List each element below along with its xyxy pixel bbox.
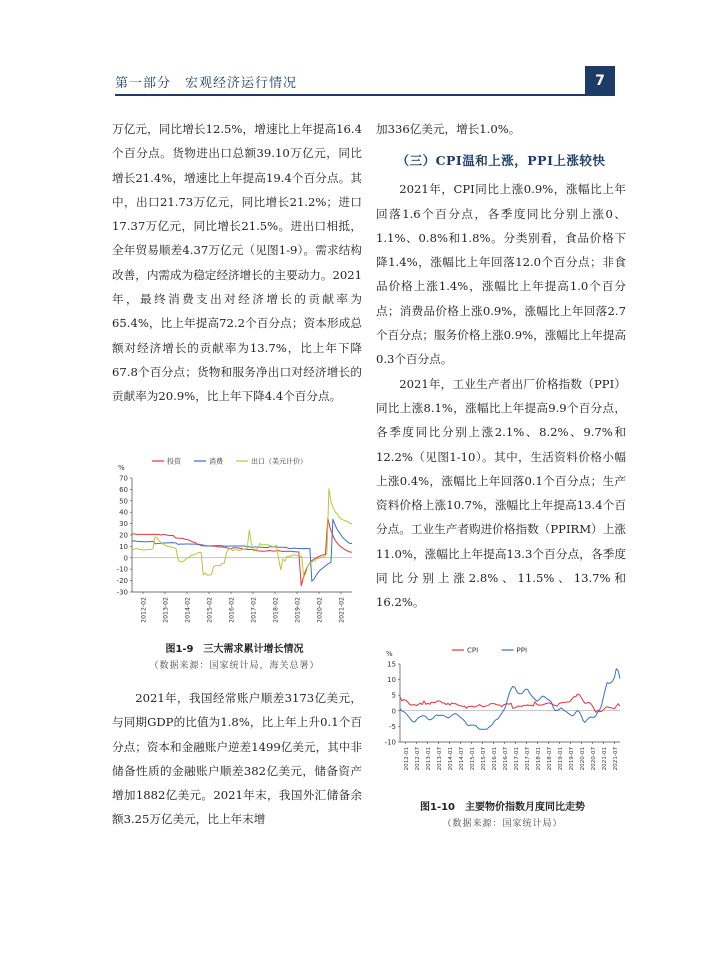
y-tick-label: 20 <box>119 531 128 540</box>
unit-label: % <box>118 464 125 472</box>
figure-1-9-source: （数据来源：国家统计局，海关总署） <box>149 661 320 671</box>
figure-1-10-caption: 图1-10 主要物价指数月度同比走势 <box>419 802 586 813</box>
page-header <box>115 66 605 98</box>
x-tick-label: 2013-01 <box>426 747 432 771</box>
y-tick-label: 10 <box>119 542 128 551</box>
x-tick-label: 2013-02 <box>162 597 170 623</box>
right-paragraph-2: 2021年，工业生产者出厂价格指数（PPI）同比上涨8.1%，涨幅比上年提高9.9个百分点，各季度同比分别上涨2.1%、8.2%、9.7%和12.2%（见图1-10）。其中，生活资料价格小幅上涨0.4%，涨幅比上年回落0.1个百分点；生产资料价格上涨10.7%，涨幅比上年提高13.4个百分点。工业生产者购进价格指数（PPIRM）上涨11.0%，涨幅比上年提高13.3个百分点，各季度同比分别上涨2.8%、11.5%、13.7%和16.2%。 <box>376 376 626 610</box>
x-tick-label: 2017-07 <box>525 747 531 771</box>
x-tick-label: 2014-02 <box>184 597 192 623</box>
x-tick-label: 2020-02 <box>316 597 324 623</box>
legend-label-ppi: PPI <box>516 646 528 655</box>
page-number: 7 <box>585 66 615 96</box>
left-column <box>112 117 362 409</box>
legend-label-consumption: 消费 <box>209 457 223 466</box>
header-title: 第一部分 宏观经济运行情况 <box>115 76 298 91</box>
series-line-cpi <box>400 694 620 712</box>
y-tick-label: 70 <box>119 474 128 483</box>
x-tick-label: 2020-07 <box>591 747 597 771</box>
x-tick-label: 2012-02 <box>140 597 148 623</box>
y-tick-label: 0 <box>391 707 396 716</box>
figure-1-9-caption: 图1-9 三大需求累计增长情况 <box>165 644 304 655</box>
x-tick-label: 2015-02 <box>206 597 214 623</box>
x-tick-label: 2018-02 <box>272 597 280 623</box>
section-heading: （三）CPI温和上涨，PPI上涨较快 <box>396 153 606 169</box>
figure-1-10 <box>380 644 625 829</box>
y-tick-label: -5 <box>389 722 396 731</box>
x-tick-label: 2016-07 <box>503 747 509 771</box>
chart-three-demands <box>112 452 357 634</box>
y-tick-label: 50 <box>119 497 128 506</box>
chart-price-indices <box>380 644 625 792</box>
unit-label: % <box>386 650 393 658</box>
x-tick-label: 2012-01 <box>404 747 410 771</box>
y-tick-label: 30 <box>119 520 128 529</box>
right-paragraph-1: 2021年，CPI同比上涨0.9%，涨幅比上年回落1.6个百分点，各季度同比分别上涨0、1.1%、0.8%和1.8%。分类别看，食品价格下降1.4%，涨幅比上年回落12.0个百分点；非食品价格上涨1.4%，涨幅比上年提高1.0个百分点；消费品价格上涨0.9%，涨幅比上年回落2.7个百分点；服务价格上涨0.9%，涨幅比上年提高0.3个百分点。 <box>376 182 626 367</box>
y-tick-label: -20 <box>116 577 128 586</box>
x-tick-label: 2021-01 <box>602 747 608 771</box>
legend-label-export: 出口（美元计价） <box>251 457 307 466</box>
x-tick-label: 2014-07 <box>459 747 465 771</box>
y-tick-label: 15 <box>387 660 396 669</box>
left-paragraph-2: 2021年，我国经常账户顺差3173亿美元，与同期GDP的比值为1.8%，比上年上升0.1个百分点；资本和金融账户逆差1499亿美元，其中非储备性质的金融账户顺差382亿美元，储备资产增加1882亿美元。2021年末，我国外汇储备余额3.25万亿美元，比上年末增 <box>112 691 362 827</box>
figure-1-9 <box>112 452 357 671</box>
legend-label-cpi: CPI <box>467 646 479 655</box>
x-tick-label: 2021-02 <box>338 597 346 623</box>
x-tick-label: 2021-07 <box>613 747 619 771</box>
right-paragraph-0: 加336亿美元，增长1.0%。 <box>376 122 521 136</box>
x-tick-label: 2015-01 <box>470 747 476 771</box>
x-tick-label: 2019-01 <box>558 747 564 771</box>
y-tick-label: 5 <box>391 691 396 700</box>
y-tick-label: 10 <box>387 676 396 685</box>
y-tick-label: -30 <box>116 588 128 597</box>
legend-label-investment: 投资 <box>167 457 181 466</box>
header-rule <box>115 94 585 96</box>
x-tick-label: 2013-07 <box>437 747 443 771</box>
y-tick-label: 60 <box>119 485 128 494</box>
x-tick-label: 2019-02 <box>294 597 302 623</box>
right-column <box>376 117 626 615</box>
x-tick-label: 2014-01 <box>448 747 454 771</box>
figure-1-10-source: （数据来源：国家统计局） <box>442 819 563 829</box>
x-tick-label: 2018-07 <box>547 747 553 771</box>
x-tick-label: 2016-02 <box>228 597 236 623</box>
series-line-export <box>132 489 352 578</box>
y-tick-label: 0 <box>123 554 128 563</box>
x-tick-label: 2020-01 <box>580 747 586 771</box>
x-tick-label: 2016-01 <box>492 747 498 771</box>
series-line-ppi <box>400 669 620 730</box>
series-line-investment <box>132 518 352 586</box>
y-tick-label: 40 <box>119 508 128 517</box>
x-tick-label: 2018-01 <box>536 747 542 771</box>
x-tick-label: 2017-01 <box>514 747 520 771</box>
x-tick-label: 2017-02 <box>250 597 258 623</box>
x-tick-label: 2012-07 <box>415 747 421 771</box>
left-paragraph-1: 万亿元，同比增长12.5%，增速比上年提高16.4个百分点。货物进出口总额39.10万亿元，同比增长21.4%，增速比上年提高19.4个百分点。其中，出口21.73万亿元，同比增长21.2%；进口17.37万亿元，同比增长21.5%。进出口相抵，全年贸易顺差4.37万亿元（见图1-9）。需求结构改善，内需成为稳定经济增长的主要动力。2021年，最终消费支出对经济增长的贡献率为65.4%，比上年提高72.2个百分点；资本形成总额对经济增长的贡献率为13.7%，比上年下降67.8个百分点；货物和服务净出口对经济增长的贡献率为20.9%，比上年下降4.4个百分点。 <box>112 122 362 404</box>
x-tick-label: 2019-07 <box>569 747 575 771</box>
y-tick-label: -10 <box>116 565 128 574</box>
y-tick-label: -10 <box>384 738 396 747</box>
series-line-consumption <box>132 519 352 581</box>
left-column-lower <box>112 686 362 832</box>
x-tick-label: 2015-07 <box>481 747 487 771</box>
